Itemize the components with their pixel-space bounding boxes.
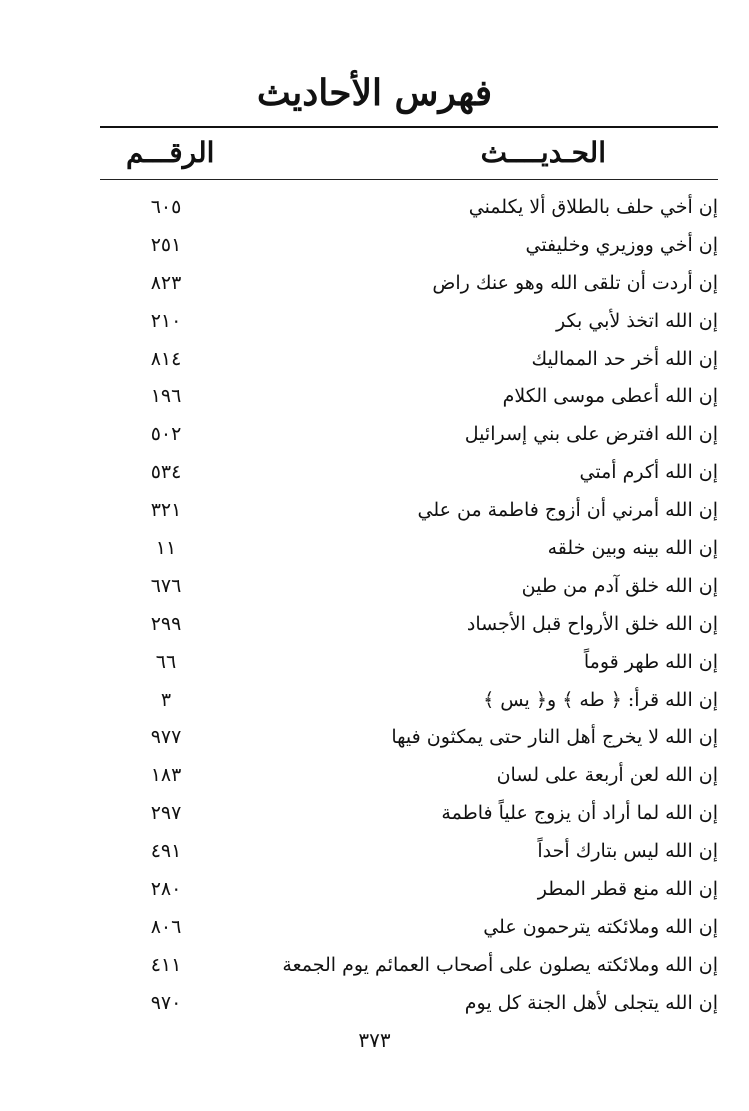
list-item <box>100 760 718 798</box>
hadith-text: إن الله ليس بتارك أحداً <box>537 840 718 863</box>
hadith-number: ٦٦ <box>155 650 177 673</box>
hadith-text: إن الله اتخذ لأبي بكر <box>556 309 718 332</box>
hadith-number: ١١ <box>155 537 177 560</box>
list-item <box>100 798 718 836</box>
hadith-number: ٣٢١ <box>150 499 182 522</box>
hadith-number: ٤٩١ <box>150 840 182 863</box>
list-item <box>100 192 718 230</box>
hadith-text: إن الله قرأ: ﴿ طه ﴾ و﴿ يس ﴾ <box>483 688 718 711</box>
hadith-text: إن الله أعطى موسى الكلام <box>502 385 718 408</box>
hadith-number: ٨١٤ <box>150 347 182 370</box>
hadith-number: ٢٩٧ <box>150 802 182 825</box>
page-number: ٣٧٣ <box>358 1028 391 1052</box>
hadith-text: إن الله طهر قوماً <box>583 650 718 673</box>
hadith-text: إن الله أمرني أن أزوج فاطمة من علي <box>417 499 718 522</box>
hadith-number: ٦٠٥ <box>150 196 182 218</box>
hadith-number: ٨٢٣ <box>150 271 182 294</box>
hadith-number: ١٩٦ <box>150 385 182 408</box>
list-item <box>100 647 718 685</box>
hadith-number: ٦٧٦ <box>150 574 182 597</box>
hadith-text: إن أخي ووزيري وخليفتي <box>525 233 718 256</box>
hadith-number: ٢٨٠ <box>150 878 182 901</box>
hadith-text: إن الله أخر حد المماليك <box>531 347 718 370</box>
header-rule <box>100 179 718 180</box>
list-item <box>100 950 718 988</box>
list-item <box>100 685 718 723</box>
hadith-text: إن الله افترض على بني إسرائيل <box>464 423 718 446</box>
hadith-index-list <box>100 192 718 1026</box>
list-item <box>100 230 718 268</box>
column-header-hadith: الحـديــــث <box>480 136 606 169</box>
list-item <box>100 571 718 609</box>
hadith-text: إن الله بينه وبين خلقه <box>547 537 718 560</box>
hadith-number: ٩٧٠ <box>150 991 182 1014</box>
list-item <box>100 381 718 419</box>
list-item <box>100 457 718 495</box>
hadith-text: إن الله أكرم أمتي <box>579 461 718 484</box>
hadith-number: ٢١٠ <box>150 309 182 332</box>
table-header <box>100 136 718 176</box>
list-item <box>100 419 718 457</box>
hadith-text: إن الله لعن أربعة على لسان <box>496 764 718 787</box>
hadith-number: ٥٣٤ <box>150 461 182 484</box>
list-item <box>100 836 718 874</box>
title-rule <box>100 126 718 128</box>
hadith-text: إن الله لما أراد أن يزوج علياً فاطمة <box>441 802 718 825</box>
hadith-number: ٥٠٢ <box>150 423 182 446</box>
hadith-number: ٩٧٧ <box>150 726 182 749</box>
list-item <box>100 988 718 1026</box>
list-item <box>100 533 718 571</box>
hadith-text: إن الله خلق الأرواح قبل الأجساد <box>466 612 718 635</box>
hadith-text: إن أردت أن تلقى الله وهو عنك راض <box>432 271 718 294</box>
hadith-text: إن الله منع قطر المطر <box>537 878 718 901</box>
list-item <box>100 495 718 533</box>
list-item <box>100 609 718 647</box>
list-item <box>100 268 718 306</box>
hadith-number: ١٨٣ <box>150 764 182 787</box>
list-item <box>100 344 718 382</box>
hadith-number: ٣ <box>160 688 172 711</box>
hadith-number: ٢٩٩ <box>150 612 182 635</box>
list-item <box>100 306 718 344</box>
page-title: فهرس الأحاديث <box>256 72 493 114</box>
list-item <box>100 912 718 950</box>
hadith-text: إن الله وملائكته يترحمون علي <box>483 915 718 938</box>
hadith-text: إن الله لا يخرج أهل النار حتى يمكثون فيها <box>391 726 718 749</box>
list-item <box>100 722 718 760</box>
hadith-number: ٨٠٦ <box>150 915 182 938</box>
hadith-text: إن الله وملائكته يصلون على أصحاب العمائم يوم الجمعة <box>282 953 718 976</box>
hadith-text: إن أخي حلف بالطلاق ألا يكلمني <box>468 196 718 218</box>
list-item <box>100 874 718 912</box>
column-header-number: الرقـــم <box>126 136 215 169</box>
hadith-text: إن الله يتجلى لأهل الجنة كل يوم <box>464 991 718 1014</box>
hadith-text: إن الله خلق آدم من طين <box>521 574 718 597</box>
hadith-number: ٤١١ <box>150 953 182 976</box>
hadith-number: ٢٥١ <box>150 233 182 256</box>
